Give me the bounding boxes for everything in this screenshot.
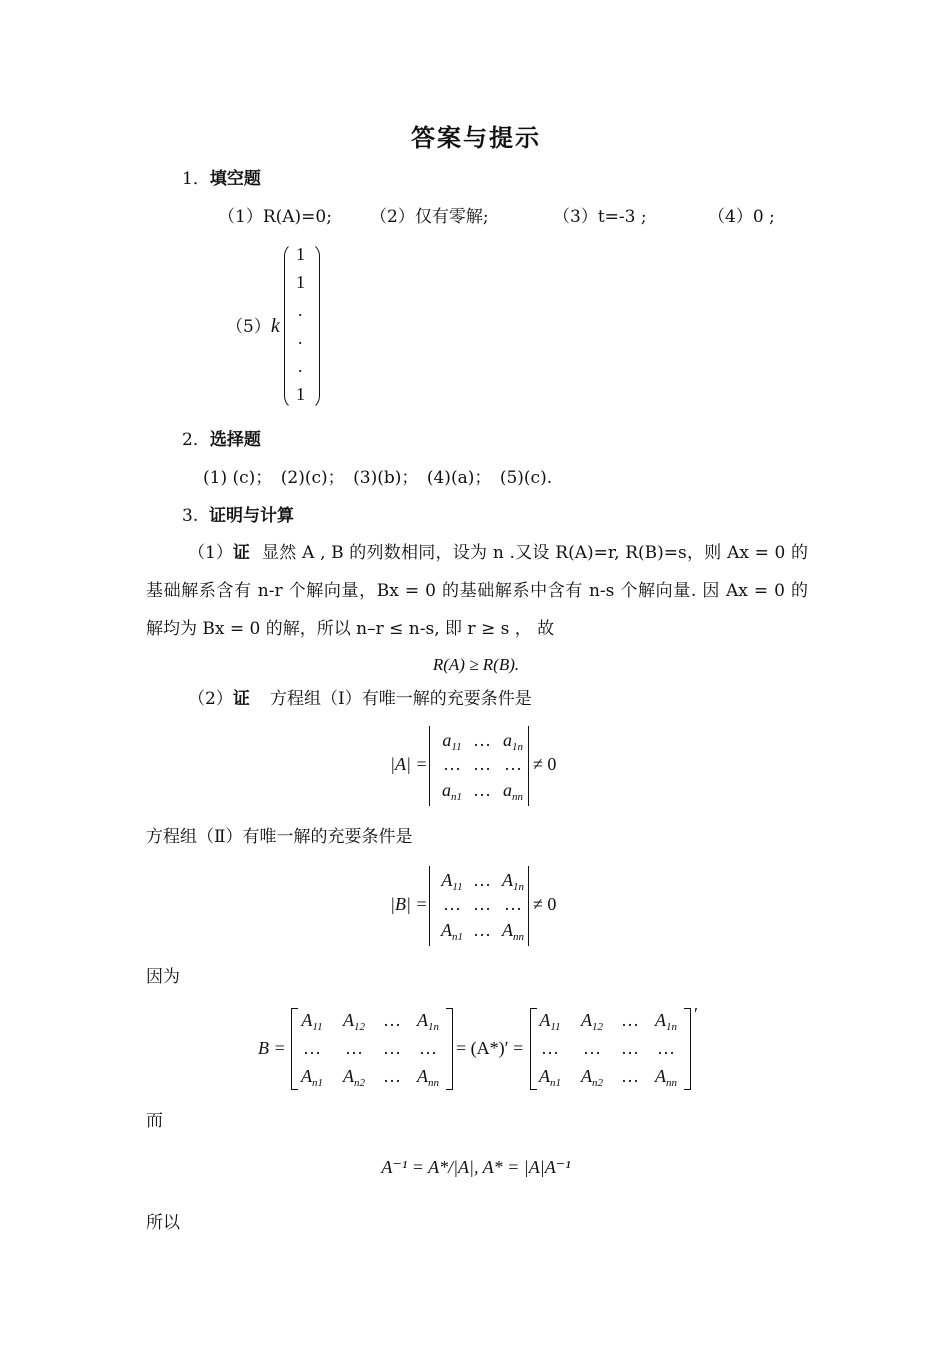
vector-entry: 1 bbox=[296, 272, 305, 292]
matrix-cell: … bbox=[504, 754, 522, 774]
matrix-cell: … bbox=[473, 754, 491, 774]
section-3-title: 证明与计算 bbox=[209, 506, 295, 526]
section-2-heading bbox=[182, 429, 261, 451]
matrix-cell: … bbox=[621, 1010, 639, 1030]
right-paren bbox=[305, 242, 320, 410]
section-1-number: 1． bbox=[182, 169, 210, 189]
proof-1-number: （1） bbox=[188, 543, 233, 563]
matrix-cell: $a_{1n}$ bbox=[503, 730, 523, 753]
matrix-equation bbox=[254, 1004, 714, 1094]
matrix-cell: … bbox=[473, 920, 491, 940]
matrix-cell: … bbox=[621, 1066, 639, 1086]
matrix-cell: $a_{nn}$ bbox=[503, 780, 523, 803]
proof-1-line-1: 显然 A , B 的列数相同，设为 n .又设 R(A)=r, R(B)=s，则 Ax = 0 的 bbox=[262, 543, 808, 563]
suoyi-label: 所以 bbox=[146, 1213, 180, 1233]
matrix-cell: … bbox=[383, 1066, 401, 1086]
fill-item-5-label: （5） bbox=[226, 317, 271, 337]
matrix-cell: … bbox=[657, 1038, 675, 1058]
determinant-a bbox=[380, 724, 580, 808]
bracket-right bbox=[446, 1008, 453, 1090]
determinant-a-rhs: ≠ 0 bbox=[533, 754, 557, 774]
matrix-cell: … bbox=[443, 754, 461, 774]
det-bar-right bbox=[528, 726, 529, 806]
section-2-title: 选择题 bbox=[209, 430, 261, 450]
vector-entry: . bbox=[298, 356, 303, 376]
matrix-cell: $A_{nn}$ bbox=[417, 1066, 439, 1089]
matrix-cell: $A_{1n}$ bbox=[417, 1010, 439, 1033]
matrix-cell: … bbox=[473, 894, 491, 914]
matrix-cell: $a_{11}$ bbox=[442, 730, 462, 753]
matrix-cell: $A_{1n}$ bbox=[655, 1010, 677, 1033]
fill-item-4: （4）0 ; bbox=[708, 207, 775, 227]
matrix-cell: $A_{n1}$ bbox=[441, 920, 463, 943]
matrix-cell: $a_{n1}$ bbox=[442, 780, 462, 803]
matrix-cell: $A_{12}$ bbox=[581, 1010, 603, 1033]
matrix-cell: … bbox=[473, 730, 491, 750]
matrix-cell: $A_{n2}$ bbox=[581, 1066, 603, 1089]
determinant-b-lhs: |B| = bbox=[390, 894, 428, 914]
matrix-cell: $A_{11}$ bbox=[539, 1010, 561, 1033]
matrix-cell: … bbox=[583, 1038, 601, 1058]
column-vector bbox=[284, 240, 320, 412]
proof-1-keyword: 证 bbox=[232, 543, 250, 563]
matrix-cell: $A_{n1}$ bbox=[301, 1066, 323, 1089]
matrix-cell: … bbox=[541, 1038, 559, 1058]
vector-entry: . bbox=[298, 328, 303, 348]
determinant-a-lhs: |A| = bbox=[390, 754, 428, 774]
section-3-number: 3. bbox=[182, 506, 199, 526]
bracket-right bbox=[684, 1008, 691, 1090]
matrix-cell: $A_{nn}$ bbox=[502, 920, 524, 943]
proof-1-label bbox=[188, 542, 250, 564]
matrix-cell: … bbox=[303, 1038, 321, 1058]
matrix-cell: … bbox=[345, 1038, 363, 1058]
matrix-cell: … bbox=[621, 1038, 639, 1058]
matrix-cell: … bbox=[443, 894, 461, 914]
matrix-cell: … bbox=[419, 1038, 437, 1058]
matrix-cell: $A_{nn}$ bbox=[655, 1066, 677, 1089]
er-label: 而 bbox=[146, 1111, 163, 1131]
because-label: 因为 bbox=[146, 967, 180, 987]
section-1-title: 填空题 bbox=[209, 169, 261, 189]
vector-entry: 1 bbox=[296, 244, 305, 264]
matrix-cell: … bbox=[473, 870, 491, 890]
proof-1-line-3: 解均为 Bx = 0 的解，所以 n–r ≤ n-s, 即 r ≥ s ， 故 bbox=[146, 619, 555, 639]
proof-2-line-1: 方程组（Ⅰ）有唯一解的充要条件是 bbox=[270, 689, 532, 709]
determinant-b-rhs: ≠ 0 bbox=[533, 894, 557, 914]
matrix-cell: $A_{11}$ bbox=[441, 870, 463, 893]
matrix-cell: … bbox=[383, 1038, 401, 1058]
fill-item-5-var: k bbox=[270, 315, 280, 337]
matrix-cell: $A_{12}$ bbox=[343, 1010, 365, 1033]
transpose-mark: ′ bbox=[694, 1004, 698, 1024]
section-3-heading bbox=[182, 505, 294, 527]
proof-2-number: （2） bbox=[188, 689, 233, 709]
fill-item-5 bbox=[226, 315, 280, 338]
det-bar-right bbox=[528, 866, 529, 946]
matrix-cell: $A_{n2}$ bbox=[343, 1066, 365, 1089]
det-bar-left bbox=[429, 866, 430, 946]
matrix-cell: … bbox=[473, 780, 491, 800]
vector-entry: 1 bbox=[296, 384, 305, 404]
matrix-cell: $A_{n1}$ bbox=[539, 1066, 561, 1089]
section-1-heading bbox=[182, 168, 261, 190]
matrix-cell: … bbox=[383, 1010, 401, 1030]
choice-answers: (1) (c)； (2)(c)； (3)(b)； (4)(a)； (5)(c). bbox=[203, 468, 553, 488]
matrix-cell: $A_{1n}$ bbox=[502, 870, 524, 893]
proof-1-line-2: 基础解系含有 n-r 个解向量，Bx = 0 的基础解系中含有 n-s 个解向量. 因 Ax = 0 的 bbox=[146, 581, 808, 601]
vector-entry: . bbox=[298, 300, 303, 320]
inverse-formula: A⁻¹ = A*/|A|, A* = |A|A⁻¹ bbox=[381, 1157, 571, 1177]
fill-item-2: （2）仅有零解; bbox=[370, 207, 489, 227]
fill-item-1: （1）R(A)=0; bbox=[218, 207, 332, 227]
matrix-eq-mid: = (A*)′ = bbox=[456, 1038, 524, 1058]
proof-2-label bbox=[188, 688, 250, 710]
proof-1-result: R(A) ≥ R(B). bbox=[432, 655, 520, 674]
determinant-b bbox=[380, 864, 580, 948]
proof-2-keyword: 证 bbox=[232, 689, 250, 709]
page-title: 答案与提示 bbox=[411, 123, 541, 152]
det-bar-left bbox=[429, 726, 430, 806]
matrix-cell: $A_{11}$ bbox=[301, 1010, 323, 1033]
proof-2-line-2: 方程组（Ⅱ）有唯一解的充要条件是 bbox=[146, 827, 413, 847]
matrix-cell: … bbox=[504, 894, 522, 914]
section-2-number: 2． bbox=[182, 430, 210, 450]
fill-item-3: （3）t=-3 ; bbox=[553, 207, 647, 227]
matrix-eq-lhs: B = bbox=[258, 1038, 286, 1058]
